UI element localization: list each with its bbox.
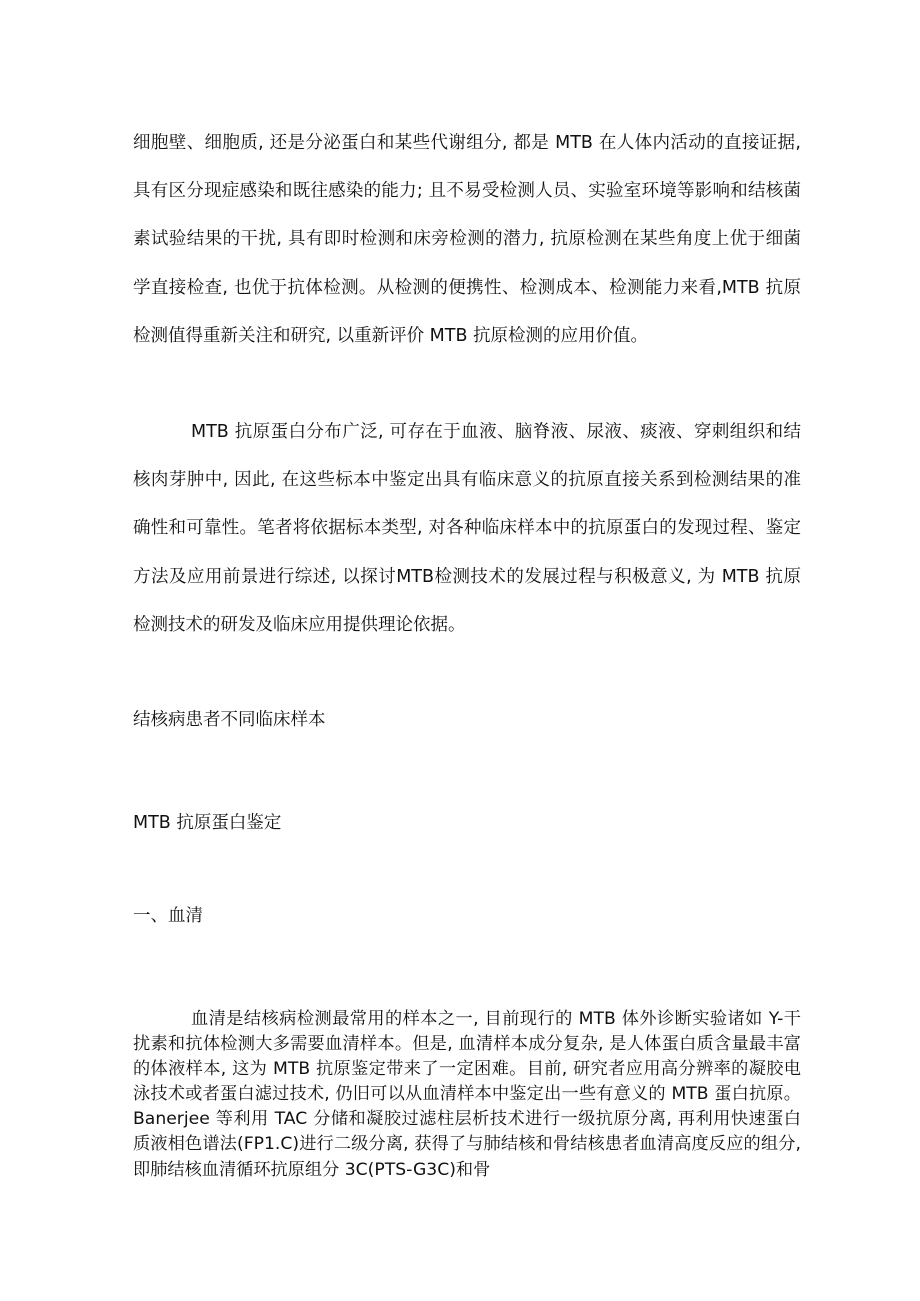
section-heading: 结核病患者不同临床样本	[133, 710, 326, 730]
body-paragraph: 细胞壁、细胞质, 还是分泌蛋白和某些代谢组分, 都是 MTB 在人体内活动的直接证据, 具有区分现症感染和既往感染的能力; 且不易受检测人员、实验室环境等影响和结核菌素试验结果的干扰, 具有即时检测和床旁检测的潜力, 抗原检测在某些角度上优于细菌学直接检查, 也优于抗体检测。从检测的便携性、检测成本、检测能力来看,MTB 抗原检测值得重新关注和研究, 以重新评价 MTB 抗原检测的应用价值。	[133, 133, 801, 346]
section-heading: MTB 抗原蛋白鉴定	[133, 813, 282, 833]
body-paragraph: 血清是结核病检测最常用的样本之一, 目前现行的 MTB 体外诊断实验诸如 Y-干扰素和抗体检测大多需要血清样本。但是, 血清样本成分复杂, 是人体蛋白质含量最丰富的体液样本, 这为 MTB 抗原鉴定带来了一定困难。目前, 研究者应用高分辨率的凝胶电泳技术或者蛋白滤过技术, 仍旧可以从血清样本中鉴定出一些有意义的 MTB 蛋白抗原。Banerjee 等利用 TAC 分储和凝胶过滤柱层析技术进行一级抗原分离, 再利用快速蛋白质液相色谱法(FP1.C)进行二级分离, 获得了与肺结核和骨结核患者血清高度反应的组分, 即肺结核血清循环抗原组分 3C(PTS-G3C)和骨	[133, 1009, 801, 1180]
body-paragraph: MTB 抗原蛋白分布广泛, 可存在于血液、脑脊液、尿液、痰液、穿刺组织和结核肉芽肿中, 因此, 在这些标本中鉴定出具有临床意义的抗原直接关系到检测结果的准确性和可靠性。笔者将依据标本类型, 对各种临床样本中的抗原蛋白的发现过程、鉴定方法及应用前景进行综述, 以探讨MTB检测技术的发展过程与积极意义, 为 MTB 抗原检测技术的研发及临床应用提供理论依据。	[133, 422, 801, 635]
section-heading: 一、血清	[133, 906, 203, 926]
